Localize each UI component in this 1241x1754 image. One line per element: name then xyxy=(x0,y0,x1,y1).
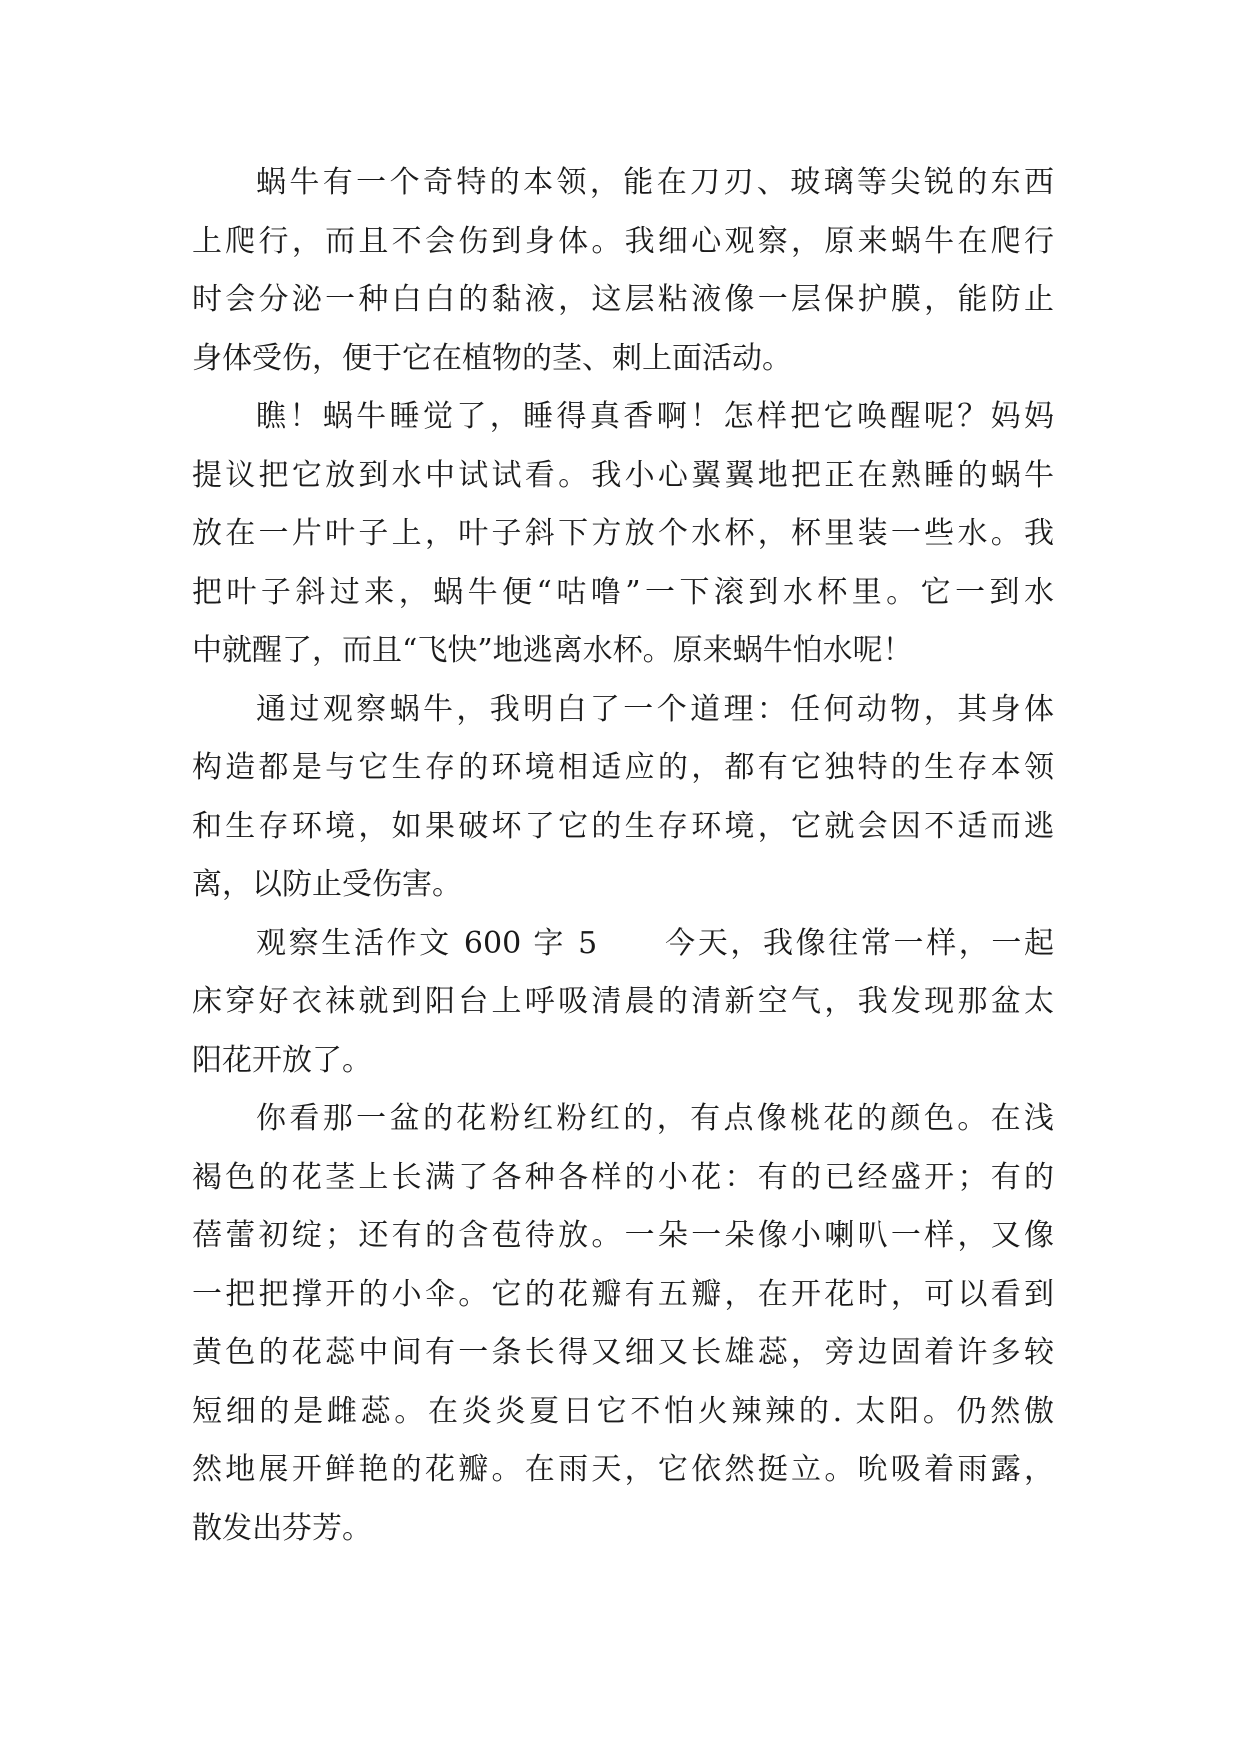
text-line: 放在一片叶子上，叶子斜下方放个水杯，杯里装一些水。我 xyxy=(192,516,1054,551)
text-line: 时会分泌一种白白的黏液，这层粘液像一层保护膜，能防止 xyxy=(192,282,1054,317)
text-line: 蓓蕾初绽；还有的含苞待放。一朵一朵像小喇叭一样，又像 xyxy=(192,1218,1054,1253)
text-line: 身体受伤，便于它在植物的茎、刺上面活动。 xyxy=(192,340,792,376)
text-line: 和生存环境，如果破坏了它的生存环境，它就会因不适而逃 xyxy=(192,808,1054,844)
document-body xyxy=(192,154,1054,1558)
text-line: 阳花开放了。 xyxy=(192,1042,372,1078)
text-line: 观察生活作文 600 字 5 今天，我像往常一样，一起 xyxy=(256,925,1054,961)
text-line: 黄色的花蕊中间有一条长得又细又长雄蕊，旁边固着许多较 xyxy=(192,1335,1054,1370)
text-line: 一把把撑开的小伞。它的花瓣有五瓣，在开花时，可以看到 xyxy=(192,1276,1054,1312)
text-line: 你看那一盆的花粉红粉红的，有点像桃花的颜色。在浅 xyxy=(256,1101,1054,1136)
text-line: 上爬行，而且不会伤到身体。我细心观察，原来蜗牛在爬行 xyxy=(192,223,1054,259)
text-line: 把叶子斜过来，蜗牛便“咕噜”一下滚到水杯里。它一到水 xyxy=(192,574,1054,610)
text-line: 床穿好衣袜就到阳台上呼吸清晨的清新空气，我发现那盆太 xyxy=(192,984,1054,1019)
text-line: 中就醒了，而且“飞快”地逃离水杯。原来蜗牛怕水呢！ xyxy=(192,633,913,668)
text-line: 蜗牛有一个奇特的本领，能在刀刃、玻璃等尖锐的东西 xyxy=(256,165,1054,200)
text-line: 离，以防止受伤害。 xyxy=(192,867,462,902)
text-line: 通过观察蜗牛，我明白了一个道理：任何动物，其身体 xyxy=(256,691,1054,727)
text-line: 散发出芬芳。 xyxy=(192,1510,372,1546)
text-line: 然地展开鲜艳的花瓣。在雨天，它依然挺立。吮吸着雨露， xyxy=(192,1452,1054,1487)
text-line: 褐色的花茎上长满了各种各样的小花：有的已经盛开；有的 xyxy=(192,1159,1054,1195)
text-line: 构造都是与它生存的环境相适应的，都有它独特的生存本领 xyxy=(192,750,1054,785)
text-line: 瞧！蜗牛睡觉了，睡得真香啊！怎样把它唤醒呢？妈妈 xyxy=(256,399,1054,434)
text-line: 提议把它放到水中试试看。我小心翼翼地把正在熟睡的蜗牛 xyxy=(192,457,1054,493)
text-line: 短细的是雌蕊。在炎炎夏日它不怕火辣辣的. 太阳。仍然傲 xyxy=(192,1393,1054,1429)
